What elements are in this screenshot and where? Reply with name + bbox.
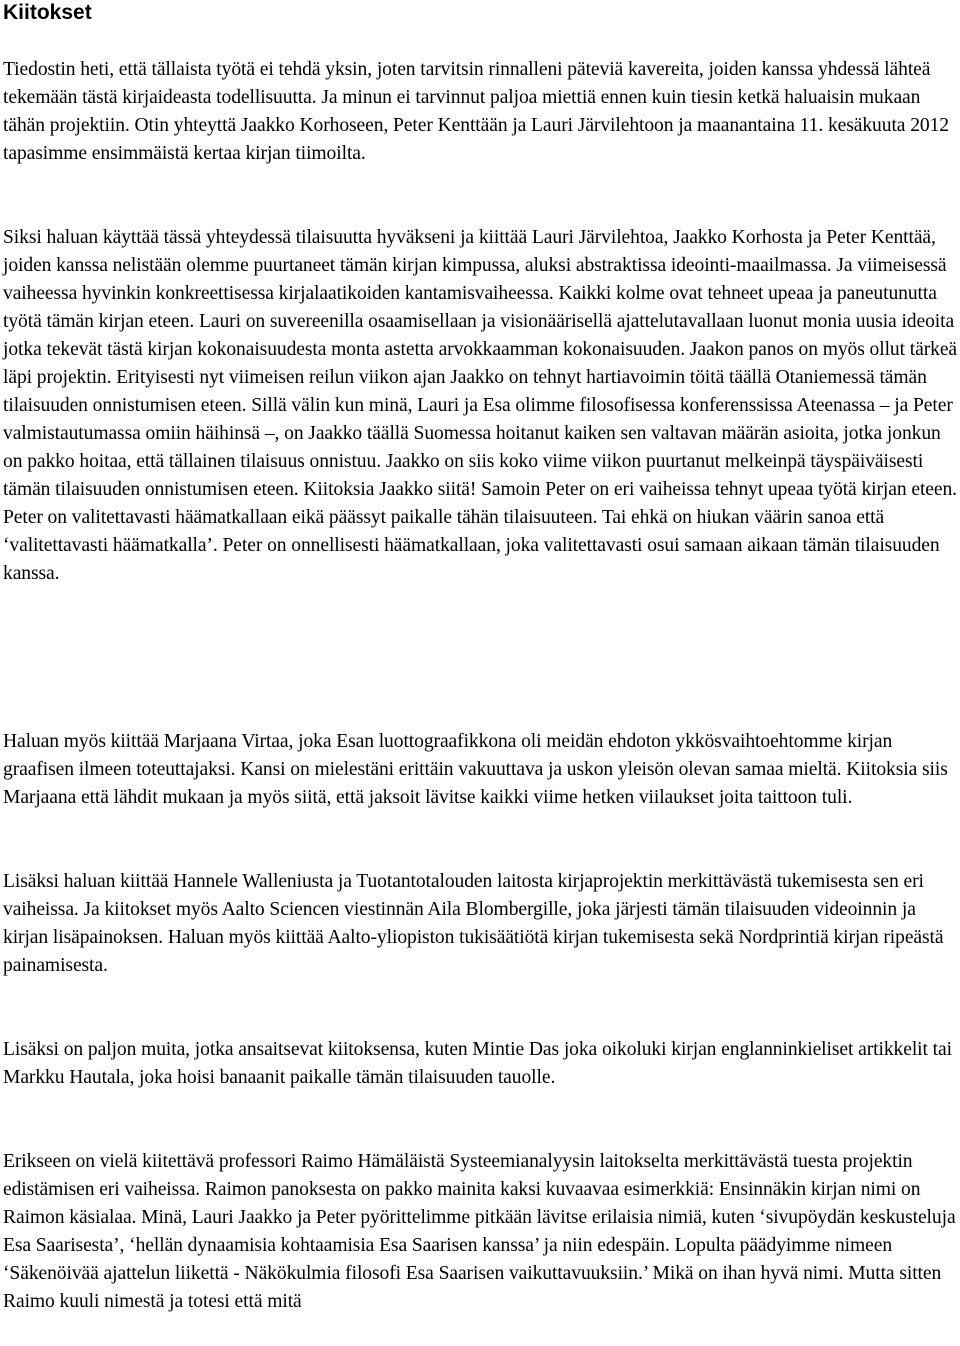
paragraph-thanks-sponsors: Lisäksi haluan kiittää Hannele Walleniusta ja Tuotantotalouden laitosta kirjaprojektin merkittävästä tukemisesta sen eri vaiheissa. Ja kiitokset myös Aalto Sciencen viestinnän Aila Blombergille, joka järjesti tämän tilaisuuden videoinnin ja kirjan lisäpainoksen. Haluan myös kiittää Aalto-yliopiston tukisäätiötä kirjan tukemisesta sekä Nordprintiä kirjan ripeästä painamisesta. bbox=[3, 871, 944, 976]
page-title: Kiitokset bbox=[3, 1, 92, 24]
heading-container bbox=[3, 0, 92, 26]
paragraph-thanks-graphic-designer: Haluan myös kiittää Marjaana Virtaa, joka Esan luottograafikkona oli meidän ehdoton ykkösvaihtoehtomme kirjan graafisen ilmeen toteuttajaksi. Kansi on mielestäni erittäin vakuuttava ja uskon yleisön olevan samaa mieltä. Kiitoksia siis Marjaana että lähdit mukaan ja myös siitä, että jaksoit lävitse kaikki viime hetken viilaukset joita taittoon tuli. bbox=[3, 731, 948, 808]
paragraph-intro: Tiedostin heti, että tällaista työtä ei tehdä yksin, joten tarvitsin rinnalleni päteviä kavereita, joiden kanssa yhdessä lähteä tekemään tästä kirjaideasta todellisuutta. Ja minun ei tarvinnut paljoa miettiä ennen kuin tiesin ketkä haluaisin mukaan tähän projektiin. Otin yhteyttä Jaakko Korhoseen, Peter Kenttään ja Lauri Järvilehtoon ja maanantaina 11. kesäkuuta 2012 tapasimme ensimmäistä kertaa kirjan tiimoilta. bbox=[3, 59, 949, 164]
paragraph-thanks-team: Siksi haluan käyttää tässä yhteydessä tilaisuutta hyväkseni ja kiittää Lauri Järvilehtoa, Jaakko Korhosta ja Peter Kenttää, joiden kanssa nelistään olemme puurtaneet tämän kirjan kimpussa, aluksi abstraktissa ideointi-maailmassa. Ja viimeisessä vaiheessa hyvinkin konkreettisessa kirjalaatikoiden kantamisvaiheessa. Kaikki kolme ovat tehneet upeaa ja paneutunutta työtä tämän kirjan eteen. Lauri on suvereenilla osaamisellaan ja visionäärisellä ajattelutavallaan luonut monia uusia ideoita jotka tekevät tästä kirjan kokonaisuudesta monta astetta arvokkaamman kokonaisuuden. Jaakon panos on myös ollut tärkeä läpi projektin. Erityisesti nyt viimeisen reilun viikon ajan Jaakko on tehnyt hartiavoimin töitä täällä Otaniemessä tämän tilaisuuden onnistumisen eteen. Sillä välin kun minä, Lauri ja Esa olimme filosofisessa konferenssissa Ateenassa – ja Peter valmistautumassa omiin häihinsä –, on Jaakko täällä Suomessa hoitanut kaiken sen valtavan määrän asioita, jotka jonkun on pakko hoitaa, että tällainen tilaisuus onnistuu. Jaakko on siis koko viime viikon puurtanut melkeinpä täyspäiväisesti tämän tilaisuuden onnistumisen eteen. Kiitoksia Jaakko siitä! Samoin Peter on eri vaiheissa tehnyt upeaa työtä kirjan eteen. Peter on valitettavasti häämatkallaan eikä päässyt paikalle tähän tilaisuuteen. Tai ehkä on hiukan väärin sanoa että ‘valitettavasti häämatkalla’. Peter on onnellisesti häämatkallaan, joka valitettavasti osui samaan aikaan tämän tilaisuuden kanssa. bbox=[3, 227, 958, 584]
paragraph-thanks-others: Lisäksi on paljon muita, jotka ansaitsevat kiitoksensa, kuten Mintie Das joka oikoluki kirjan englanninkieliset artikkelit tai Markku Hautala, joka hoisi banaanit paikalle tämän tilaisuuden tauolle. bbox=[3, 1039, 952, 1088]
paragraph-thanks-professor: Erikseen on vielä kiitettävä professori Raimo Hämäläistä Systeemianalyysin laitokselta merkittävästä tuesta projektin edistämisen eri vaiheissa. Raimon panoksesta on pakko mainita kaksi kuvaavaa esimerkkiä: Ensinnäkin kirjan nimi on Raimon käsialaa. Minä, Lauri Jaakko ja Peter pyörittelimme pitkään lävitse erilaisia nimiä, kuten ‘sivupöydän keskusteluja Esa Saarisesta’, ‘hellän dynaamisia kohtaamisia Esa Saarisen kanssa’ ja niin edespäin. Lopulta päädyimme nimeen ‘Säkenöivää ajattelun liikettä - Näkökulmia filosofi Esa Saarisen vaikuttavuuksiin.’ Mikä on ihan hyvä nimi. Mutta sitten Raimo kuuli nimestä ja totesi että mitä bbox=[3, 1151, 956, 1312]
